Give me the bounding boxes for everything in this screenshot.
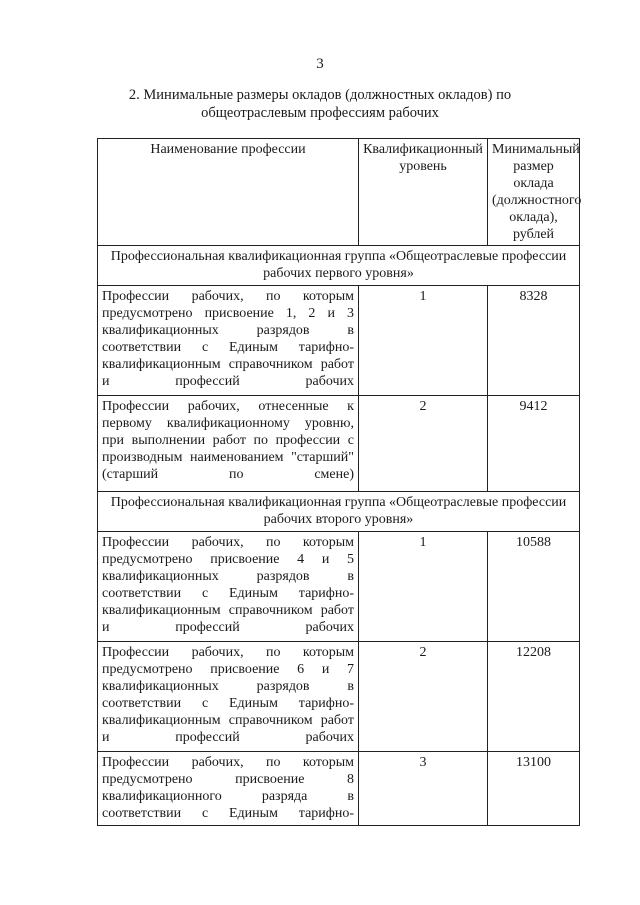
level-cell: 1	[359, 532, 488, 642]
table-row	[98, 642, 580, 752]
salary-cell: 13100	[488, 752, 580, 826]
level-cell: 2	[359, 642, 488, 752]
level-cell: 1	[359, 286, 488, 396]
table-row	[98, 532, 580, 642]
header-profession-name: Наименование профессии	[98, 139, 359, 246]
salary-cell: 12208	[488, 642, 580, 752]
profession-cell: Профессии рабочих, по которым предусмотрено присвоение 6 и 7 квалификационных разрядов в соответствии с Единым тарифно-квалификационным справочником работ и профессий рабочих	[98, 642, 359, 752]
table-row	[98, 752, 580, 826]
page-number: 3	[316, 56, 324, 72]
table-row	[98, 286, 580, 396]
profession-cell: Профессии рабочих, отнесенные к первому квалификационному уровню, при выполнении работ по профессии с производным наименованием "старший" (старший по смене)	[98, 396, 359, 492]
group-row	[98, 246, 580, 286]
profession-cell: Профессии рабочих, по которым предусмотрено присвоение 1, 2 и 3 квалификационных разрядов в соответствии с Единым тарифно-квалификационным справочником работ и профессий рабочих	[98, 286, 359, 396]
salary-table	[97, 138, 580, 826]
group-row	[98, 492, 580, 532]
section-heading-line-1: 2. Минимальные размеры окладов (должностных окладов) по	[128, 87, 512, 103]
table-header-row	[98, 139, 580, 246]
header-minimum-salary: Минимальный размер оклада (должностного оклада), рублей	[488, 139, 580, 246]
profession-cell: Профессии рабочих, по которым предусмотрено присвоение 8 квалификационного разряда в соответствии с Единым тарифно-	[98, 752, 359, 826]
group-title-second-level: Профессиональная квалификационная группа «Общеотраслевые профессии рабочих второго уровня»	[98, 492, 580, 532]
section-heading-line-2: общеотраслевым профессиям рабочих	[201, 105, 439, 121]
salary-cell: 10588	[488, 532, 580, 642]
level-cell: 2	[359, 396, 488, 492]
section-heading	[110, 86, 530, 122]
salary-cell: 8328	[488, 286, 580, 396]
header-qualification-level: Квалификационный уровень	[359, 139, 488, 246]
level-cell: 3	[359, 752, 488, 826]
salary-cell: 9412	[488, 396, 580, 492]
group-title-first-level: Профессиональная квалификационная группа «Общеотраслевые профессии рабочих первого уровня»	[98, 246, 580, 286]
table-row	[98, 396, 580, 492]
profession-cell: Профессии рабочих, по которым предусмотрено присвоение 4 и 5 квалификационных разрядов в соответствии с Единым тарифно-квалификационным справочником работ и профессий рабочих	[98, 532, 359, 642]
